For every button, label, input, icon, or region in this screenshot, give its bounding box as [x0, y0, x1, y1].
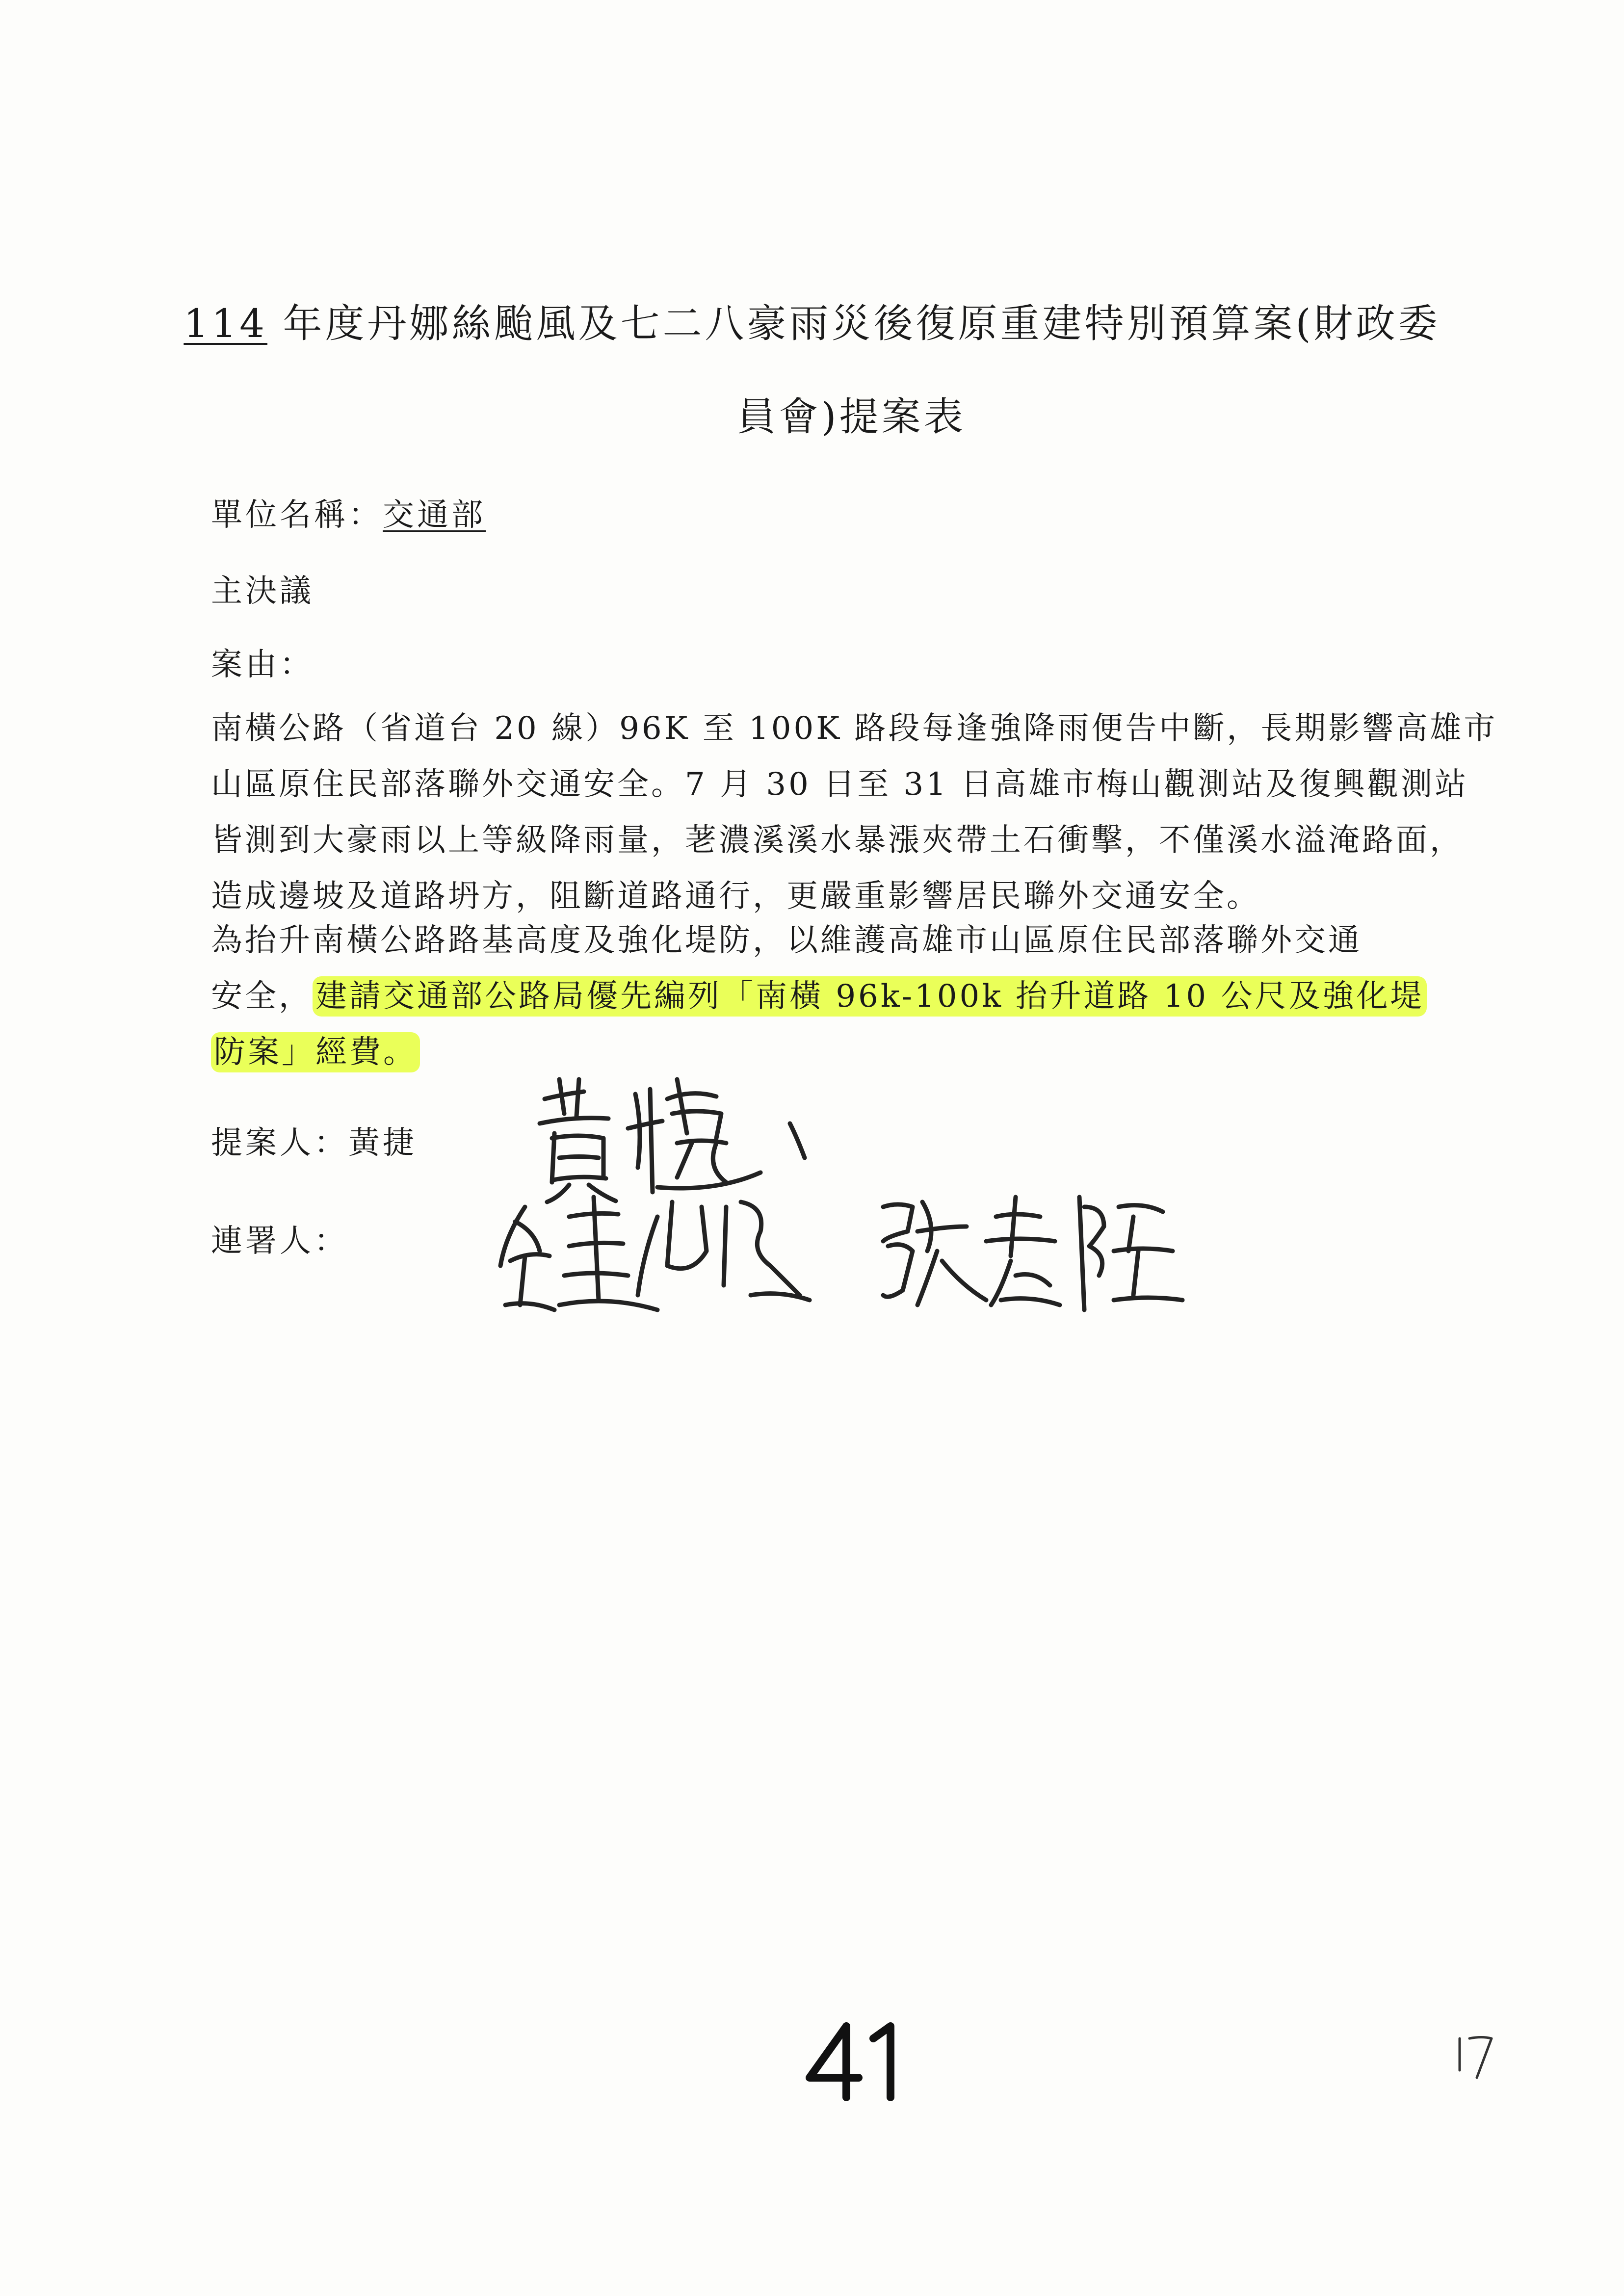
paragraph-line: 造成邊坡及道路坍方，阻斷道路通行，更嚴重影響居民聯外交通安全。	[211, 878, 1260, 914]
cosigner-signatures	[496, 1177, 1202, 1325]
paragraph-line: 為抬升南橫公路路基高度及強化堤防，以維護高雄市山區原住民部落聯外交通	[211, 922, 1362, 959]
unit-field	[211, 496, 486, 535]
paragraph-line	[211, 968, 1595, 1024]
page-subtitle: 員會)提案表	[736, 394, 966, 440]
highlighted-request: 建請交通部公路局優先編列「南橫 96k-100k 抬升道路 10 公尺及強化堤	[313, 976, 1427, 1017]
unit-value: 交通部	[383, 497, 486, 533]
proposer-field	[211, 1123, 417, 1163]
title-year: 114	[183, 301, 268, 346]
paragraph-line: 皆測到大豪雨以上等級降雨量，荖濃溪溪水暴漲夾帶土石衝擊，不僅溪水溢淹路面，	[211, 822, 1464, 859]
paragraph-text: 安全，	[211, 978, 313, 1015]
decision-type: 主決議	[211, 573, 314, 609]
corner-mark	[1452, 2031, 1496, 2080]
reason-paragraph-1	[211, 701, 1595, 924]
reason-paragraph-2	[211, 913, 1595, 1080]
page-title	[0, 299, 1624, 348]
reason-label: 案由：	[211, 647, 314, 683]
proposer-label: 提案人：	[211, 1125, 348, 1161]
page-number-handwritten	[800, 2019, 898, 2102]
highlighted-request: 防案」經費。	[211, 1032, 420, 1072]
paragraph-line	[211, 1024, 1595, 1080]
cosigner-label: 連署人：	[211, 1223, 348, 1259]
title-line1: 年度丹娜絲颱風及七二八豪雨災後復原重建特別預算案(財政委	[267, 301, 1441, 346]
unit-label: 單位名稱：	[211, 497, 383, 533]
paragraph-line: 山區原住民部落聯外交通安全。7 月 30 日至 31 日高雄市梅山觀測站及復興觀測站	[211, 766, 1469, 803]
proposer-value: 黃捷	[348, 1125, 417, 1161]
paragraph-line: 南橫公路（省道台 20 線）96K 至 100K 路段每逢強降雨便告中斷，長期影響高雄市	[211, 710, 1498, 747]
